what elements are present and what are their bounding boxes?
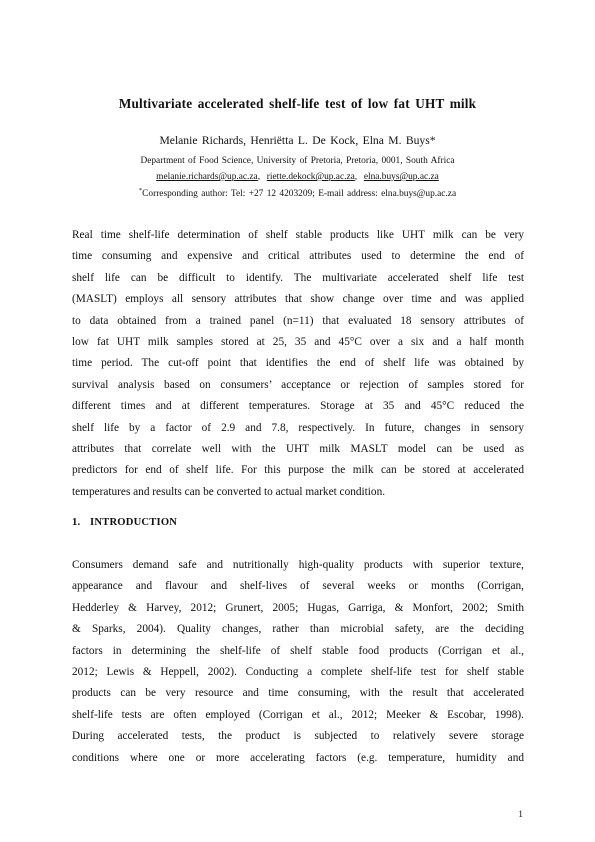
corresponding-author-text: Corresponding author: Tel: +27 12 4203209; E-mail address: elna.buys@up.ac.za [142, 189, 457, 199]
abstract-paragraph [72, 225, 524, 503]
abstract-line: shelf life by a factor of 2.9 and 7.8, respectively. In future, changes in sensory [72, 421, 524, 434]
author-emails [0, 172, 595, 182]
intro-line: During accelerated tests, the product is subjected to relatively severe storage [72, 730, 524, 743]
intro-line: & Sparks, 2004). Quality changes, rather than microbial safety, are the deciding [72, 623, 524, 636]
abstract-line: attributes that correlate well with the UHT milk MASLT model can be used as [72, 443, 524, 456]
intro-line: factors in determining the shelf-life of shelf stable food products (Corrigan et al., [72, 644, 524, 657]
abstract-line: time consuming and expensive and critical attributes used to determine the end of [72, 250, 524, 263]
corresponding-author-note [0, 186, 595, 199]
abstract-line: Real time shelf-life determination of shelf stable products like UHT milk can be very [72, 229, 524, 241]
intro-line: shelf-life tests are often employed (Corrigan et al., 2012; Meeker & Escobar, 1998). [72, 708, 524, 721]
paper-title: Multivariate accelerated shelf-life test of low fat UHT milk [118, 96, 477, 111]
intro-line: products can be very resource and time consuming, with the result that accelerated [72, 687, 524, 700]
intro-line: Hedderley & Harvey, 2012; Grunert, 2005; Hugas, Garriga, & Monfort, 2002; Smith [72, 601, 524, 614]
abstract-line: shelf life can be difficult to identify. The multivariate accelerated shelf life test [72, 271, 524, 284]
abstract-line: temperatures and results can be converted to actual market condition. [72, 485, 386, 498]
section-heading-introduction [72, 517, 177, 528]
intro-line: appearance and flavour and shelf-lives of several weeks or months (Corrigan, [72, 580, 524, 593]
section-number: 1. [72, 517, 81, 528]
intro-line: 2012; Lewis & Heppell, 2002). Conducting a complete shelf-life test for shelf stable [72, 666, 524, 679]
email-link-dekock[interactable]: riette.dekock@up.ac.za [266, 172, 355, 182]
abstract-line: survival analysis based on consumers’ acceptance or rejection of samples stored for [72, 378, 524, 391]
intro-line: Consumers demand safe and nutritionally high-quality products with superior texture, [72, 559, 524, 571]
corresponding-mark: * [138, 186, 143, 194]
email-link-buys[interactable]: elna.buys@up.ac.za [363, 172, 439, 182]
affiliation: Department of Food Science, University of Pretoria, Pretoria, 0001, South Africa [140, 156, 455, 166]
section-title: INTRODUCTION [90, 517, 178, 528]
page-number: 1 [518, 810, 523, 820]
intro-line: conditions where one or more accelerating factors (e.g. temperature, humidity and [72, 751, 524, 764]
abstract-line: predictors for end of shelf life. For this purpose the milk can be stored at accelerated [72, 464, 524, 477]
abstract-line: (MASLT) employs all sensory attributes that show change over time and was applied [72, 293, 524, 306]
introduction-paragraph [72, 555, 524, 769]
email-separator: , [257, 172, 261, 182]
abstract-line: to data obtained from a trained panel (n=11) that evaluated 18 sensory attributes of [72, 314, 524, 327]
abstract-line: time period. The cut-off point that identifies the end of shelf life was obtained by [72, 357, 524, 370]
email-separator: , [354, 172, 358, 182]
abstract-line: different times and at different temperatures. Storage at 35 and 45°C reduced the [72, 400, 524, 413]
email-link-richards[interactable]: melanie.richards@up.ac.za [156, 172, 258, 182]
author-list: Melanie Richards, Henriëtta L. De Kock, Elna M. Buys* [159, 134, 436, 147]
abstract-line: low fat UHT milk samples stored at 25, 35 and 45°C over a six and a half month [72, 336, 524, 349]
